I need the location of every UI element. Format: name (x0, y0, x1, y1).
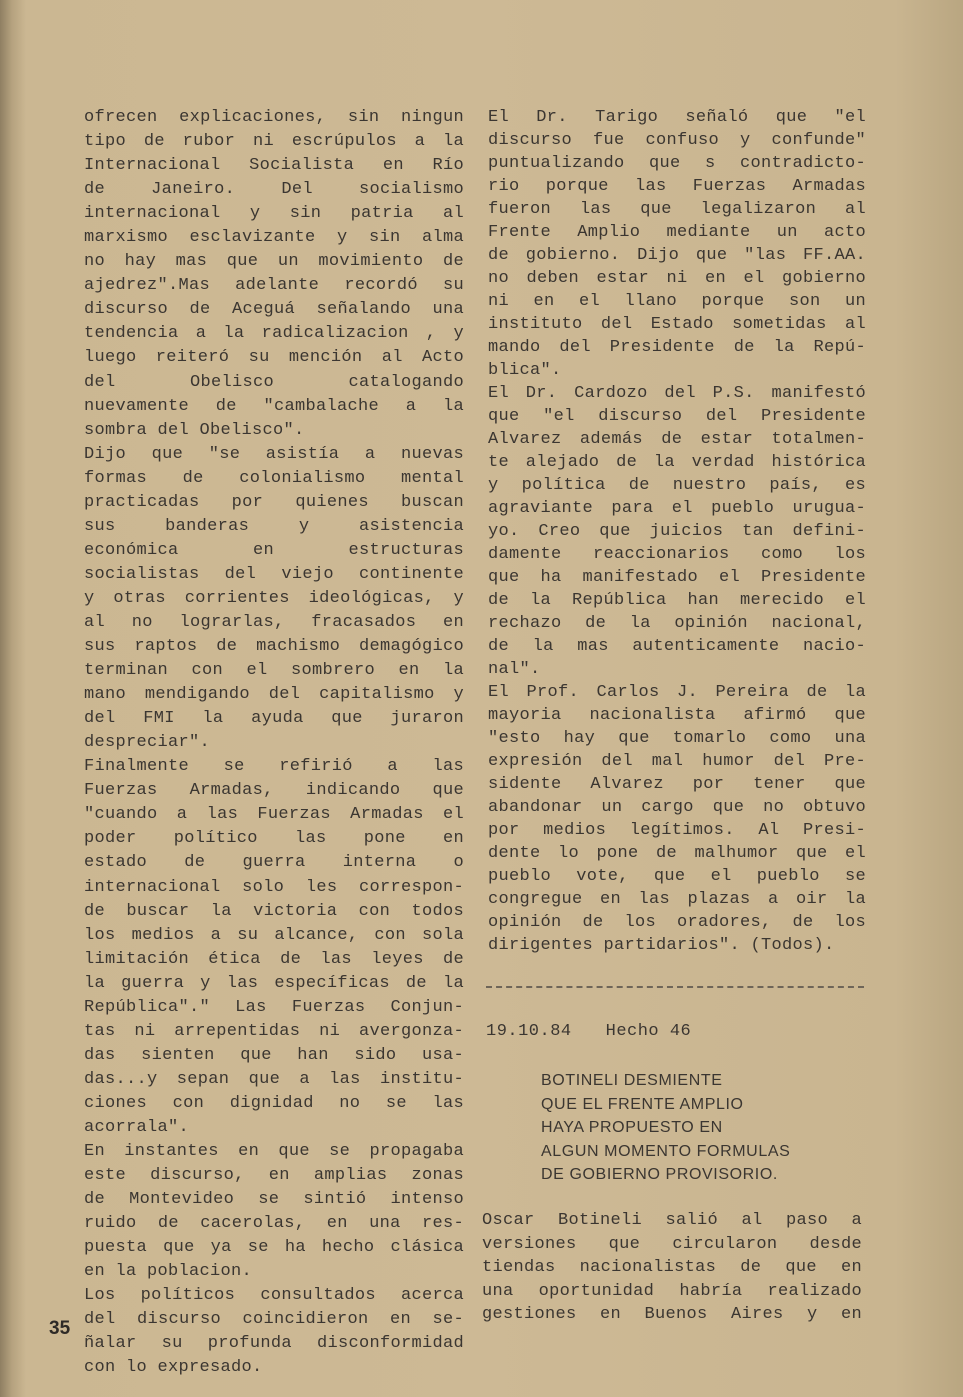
text-line: de buscar la victoria con todos (84, 901, 464, 921)
text-line: tipo de rubor ni escrúpulos a la (84, 132, 464, 152)
text-line: instituto del Estado sometidas al (488, 315, 866, 334)
text-line: formas de colonialismo mental (84, 468, 464, 488)
text-line: acorrala". (84, 1117, 190, 1137)
paragraph (84, 1284, 464, 1380)
text-line: luego reiteró su mención al Acto (84, 348, 464, 368)
text-line: Fuerzas Armadas, indicando que (84, 781, 464, 801)
paragraph (488, 106, 866, 382)
text-line: El Dr. Tarigo señaló que "el (488, 108, 866, 127)
text-line: limitación ética de las leyes de (84, 949, 464, 969)
text-line: al no lograrlas, fracasados en (84, 612, 464, 632)
text-line: discurso fue confuso y confunde" (488, 131, 866, 150)
text-line: no deben estar ni en el gobierno (488, 269, 866, 288)
text-line: del discurso coincidieron en se- (84, 1310, 464, 1330)
text-line: de la República han merecido el (488, 591, 866, 610)
text-line: de la mas autenticamente nacio- (488, 637, 866, 656)
paragraph (488, 681, 866, 957)
text-line: y otras corrientes ideológicas, y (84, 588, 464, 608)
text-line: opinión de los oradores, de los (488, 913, 866, 932)
text-line: expresión del mal humor del Pre- (488, 752, 866, 771)
left-column (84, 106, 464, 1380)
text-line: sus raptos de machismo demagógico (84, 637, 464, 657)
text-line: República"." Las Fuerzas Conjun- (84, 997, 464, 1017)
text-line: los medios a su alcance, con sola (84, 925, 464, 945)
text-line: y política de nuestro país, es (488, 476, 866, 495)
text-line: abandonar un cargo que no obtuvo (488, 798, 866, 817)
text-line: practicadas por quienes buscan (84, 492, 464, 512)
entry-dateline (486, 1022, 725, 1041)
text-line: Alvarez además de estar totalmen- (488, 430, 866, 449)
text-line: tiendas nacionalistas de que en (482, 1258, 862, 1278)
text-line: ciones con dignidad no se las (84, 1093, 464, 1113)
text-line: ofrecen explicaciones, sin ningun (84, 108, 464, 127)
text-line: sombra del Obelisco". (84, 420, 305, 440)
headline-line: BOTINELI DESMIENTE (541, 1072, 723, 1089)
text-line: de gobierno. Dijo que "las FF.AA. (488, 246, 866, 265)
text-line: ñalar su profunda disconformidad (84, 1334, 464, 1354)
text-line: dirigentes partidarios". (Todos). (488, 936, 835, 955)
text-line: que "el discurso del Presidente (488, 407, 866, 426)
paragraph (488, 382, 866, 681)
text-line: fueron las que legalizaron al (488, 200, 866, 219)
text-line: marxismo esclavizante y sin alma (84, 228, 464, 248)
text-line: Frente Amplio mediante un acto (488, 223, 866, 242)
text-line: nal". (488, 660, 541, 679)
text-line: tas ni arrepentidas ni avergonza- (84, 1021, 464, 1041)
text-line: no hay mas que un movimiento de (84, 252, 464, 272)
paragraph (84, 106, 464, 443)
text-line: internacional solo les correspon- (84, 877, 464, 897)
text-line: puntualizando que s contradicto- (488, 154, 866, 173)
text-line: Internacional Socialista en Río (84, 156, 464, 176)
text-line: despreciar". (84, 733, 211, 753)
headline-line: QUE EL FRENTE AMPLIO (541, 1095, 744, 1113)
text-line: das sienten que han sido usa- (84, 1045, 464, 1065)
paragraph (84, 443, 464, 756)
text-line: este discurso, en amplias zonas (84, 1166, 464, 1186)
text-line: socialistas del viejo continente (84, 564, 464, 584)
text-line: mayoria nacionalista afirmó que (488, 706, 866, 725)
paragraph (84, 755, 464, 1140)
entry-label: Hecho 46 (605, 1022, 692, 1041)
text-line: nuevamente de "cambalache a la (84, 396, 464, 416)
text-line: sus banderas y asistencia (84, 516, 464, 536)
text-line: sidente Alvarez por tener que (488, 775, 866, 794)
text-line: mano mendigando del capitalismo y (84, 685, 464, 705)
text-line: puesta que ya se ha hecho clásica (84, 1238, 464, 1258)
text-line: poder político las pone en (84, 829, 464, 849)
text-line: ni en el llano porque son un (488, 292, 866, 311)
text-line: económica en estructuras (84, 540, 464, 560)
text-line: una oportunidad habría realizado (482, 1281, 862, 1301)
entry-body (482, 1209, 862, 1327)
text-line: El Dr. Cardozo del P.S. manifestó (488, 384, 866, 403)
text-line: rio porque las Fuerzas Armadas (488, 177, 866, 196)
text-line: yo. Creo que juicios tan defini- (488, 522, 866, 541)
text-line: la guerra y las específicas de la (84, 973, 464, 993)
text-line: Oscar Botineli salió al paso a (482, 1211, 862, 1230)
text-line: mando del Presidente de la Repú- (488, 338, 866, 357)
text-line: tendencia a la radicalizacion , y (84, 324, 464, 344)
text-line: internacional y sin patria al (84, 204, 464, 224)
right-column (488, 106, 866, 957)
text-line: terminan con el sombrero en la (84, 661, 464, 681)
text-line: congregue en las plazas a oir la (488, 890, 866, 909)
text-line: del Obelisco catalogando (84, 372, 464, 392)
text-line: ajedrez".Mas adelante recordó su (84, 276, 464, 296)
text-line: rechazo de la opinión nacional, (488, 614, 866, 633)
headline-line: HAYA PROPUESTO EN (541, 1119, 723, 1136)
text-line: con lo expresado. (84, 1358, 263, 1378)
text-line: ruido de cacerolas, en una res- (84, 1214, 464, 1234)
text-line: del FMI la ayuda que juraron (84, 709, 464, 729)
text-line: versiones que circularon desde (482, 1234, 862, 1254)
text-line: das...y sepan que a las institu- (84, 1069, 464, 1089)
text-line: discurso de Aceguá señalando una (84, 300, 464, 320)
text-line: damente reaccionarios como los (488, 545, 866, 564)
paragraph (84, 1140, 464, 1284)
page-number: 35 (49, 1318, 71, 1339)
headline-line: ALGUN MOMENTO FORMULAS (541, 1142, 791, 1160)
text-line: en la poblacion. (84, 1262, 253, 1282)
section-divider (486, 986, 864, 988)
text-line: Finalmente se refirió a las (84, 757, 464, 777)
text-line: Los políticos consultados acerca (84, 1286, 464, 1306)
text-line: dente lo pone de malhumor que el (488, 844, 866, 863)
text-line: por medios legítimos. Al Presi- (488, 821, 866, 840)
text-line: agraviante para el pueblo urugua- (488, 499, 866, 518)
text-line: gestiones en Buenos Aires y en (482, 1305, 862, 1325)
text-line: de Janeiro. Del socialismo (84, 180, 464, 200)
entry-headline (541, 1069, 790, 1187)
text-line: pueblo vote, que el pueblo se (488, 867, 866, 886)
headline-line: DE GOBIERNO PROVISORIO. (541, 1166, 778, 1183)
text-line: Dijo que "se asistía a nuevas (84, 444, 464, 464)
text-line: "cuando a las Fuerzas Armadas el (84, 805, 464, 825)
text-line: En instantes en que se propagaba (84, 1142, 464, 1162)
text-line: blica". (488, 361, 562, 380)
text-line: estado de guerra interna o (84, 853, 464, 873)
text-line: te alejado de la verdad histórica (488, 453, 866, 472)
text-line: "esto hay que tomarlo como una (488, 729, 866, 748)
text-line: de Montevideo se sintió intenso (84, 1190, 464, 1210)
text-line: que ha manifestado el Presidente (488, 568, 866, 587)
entry-date: 19.10.84 (486, 1022, 572, 1041)
text-line: El Prof. Carlos J. Pereira de la (488, 683, 866, 702)
